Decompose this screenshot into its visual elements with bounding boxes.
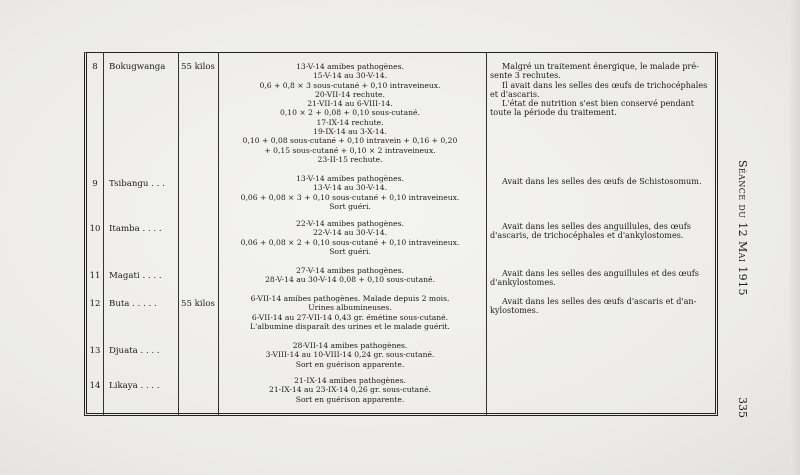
treatment-line: 21-VII-14 au 6-VIII-14. bbox=[307, 99, 393, 109]
remarks-line: Avait dans les selles des œufs de Schistosomum. bbox=[502, 176, 702, 186]
patient-name: Itamba . . . . bbox=[109, 224, 162, 234]
running-head: Séance du 12 Mai 1915 bbox=[736, 160, 749, 296]
patient-name: Buta . . . . . bbox=[109, 299, 157, 309]
treatment-line: 19-IX-14 au 3-X-14. bbox=[313, 127, 387, 137]
row-number: 12 bbox=[89, 299, 101, 309]
treatment-line: 0,10 × 2 + 0,08 + 0,10 sous-cutané. bbox=[280, 108, 420, 118]
page-number: 335 bbox=[736, 397, 749, 418]
patient-name: Tsibangu . . . bbox=[109, 179, 165, 189]
treatment-line: 17-IX-14 rechute. bbox=[316, 117, 384, 127]
remarks-line: Avait dans les selles des anguillules, des œufs bbox=[502, 221, 691, 231]
patient-weight: 55 kilos bbox=[181, 62, 215, 72]
treatment-line: 13-V-14 amibes pathogènes. bbox=[296, 62, 404, 71]
row-number: 14 bbox=[89, 381, 101, 391]
remarks-line: d'ascaris, de trichocéphales et d'ankylostomes. bbox=[490, 230, 684, 241]
row-number: 10 bbox=[89, 224, 101, 234]
patient-name: Bokugwanga bbox=[109, 62, 166, 72]
remarks-line: sente 3 rechutes. bbox=[490, 70, 561, 81]
patient-weight: 55 kilos bbox=[181, 299, 215, 309]
page-edge bbox=[790, 0, 800, 475]
treatment-line: 22-V-14 amibes pathogènes. bbox=[296, 219, 404, 228]
treatment-line: 13-V-14 amibes pathogènes. bbox=[296, 174, 404, 183]
remarks-line: Avait dans les selles des œufs d'ascaris et d'an- bbox=[502, 296, 697, 306]
column-rule-name bbox=[178, 52, 179, 416]
remarks-line: Il avait dans les selles des œufs de trichocéphales bbox=[502, 79, 708, 90]
treatment-line: Sort guéri. bbox=[329, 201, 371, 211]
remarks-line: d'ankylostomes. bbox=[490, 277, 556, 288]
treatment-line: 28-V-14 au 30-V-14 0,08 + 0,10 sous-cutané. bbox=[265, 275, 435, 285]
column-rule-treatment bbox=[486, 52, 487, 416]
remarks-cell bbox=[490, 297, 714, 316]
treatment-line: Sort guéri. bbox=[329, 246, 371, 256]
column-rule-number bbox=[103, 52, 104, 416]
treatment-line: 13-V-14 au 30-V-14. bbox=[312, 183, 388, 193]
treatment-line: 0,10 + 0,08 sous-cutané + 0,10 intravein + 0,16 + 0,20 bbox=[242, 136, 458, 146]
treatment-line: 21-IX-14 au 23-IX-14 0,26 gr. sous-cutané. bbox=[269, 385, 431, 395]
treatment-cell bbox=[220, 294, 480, 331]
treatment-line: 27-V-14 amibes pathogènes. bbox=[296, 266, 404, 275]
remarks-line: Avait dans les selles des anguillules et des œufs bbox=[502, 268, 699, 278]
remarks-line: L'état de nutrition s'est bien conservé pendant bbox=[502, 98, 694, 109]
treatment-cell bbox=[220, 376, 480, 404]
patient-name: Djuata . . . . bbox=[109, 346, 160, 356]
remarks-cell bbox=[490, 269, 714, 288]
treatment-line: 6-VII-14 au 27-VII-14 0,43 gr. émétine sous-cutané. bbox=[251, 312, 449, 322]
treatment-line: 21-IX-14 amibes pathogènes. bbox=[294, 376, 406, 385]
treatment-line: 28-VII-14 amibes pathogènes. bbox=[292, 341, 408, 350]
treatment-line: Sort en guérison apparente. bbox=[295, 359, 405, 369]
treatment-cell bbox=[220, 174, 480, 211]
treatment-line: 23-II-15 rechute. bbox=[317, 154, 383, 164]
treatment-cell bbox=[220, 341, 480, 369]
row-number: 13 bbox=[89, 346, 101, 356]
treatment-line: 20-VII-14 rechute. bbox=[315, 89, 385, 99]
treatment-cell bbox=[220, 62, 480, 164]
patient-name: Likaya . . . . bbox=[109, 381, 160, 391]
remarks-line: kylostomes. bbox=[490, 305, 539, 316]
treatment-line: 15-V-14 au 30-V-14. bbox=[312, 71, 388, 81]
treatment-line: 0,06 + 0,08 × 3 + 0,10 sous-cutané + 0,10 intraveineux. bbox=[240, 192, 460, 202]
treatment-line: 0,06 + 0,08 × 2 + 0,10 sous-cutané + 0,10 intraveineux. bbox=[240, 237, 460, 247]
remarks-line: Malgré un traitement énergique, le malade pré- bbox=[502, 61, 699, 71]
treatment-line: Urines albumineuses. bbox=[308, 303, 392, 313]
remarks-cell bbox=[490, 222, 714, 241]
treatment-line: L'albumine disparaît des urines et le malade guérit. bbox=[250, 321, 450, 331]
treatment-line: + 0,15 sous-cutané + 0,10 × 2 intraveineux. bbox=[264, 145, 436, 155]
column-rule-weight bbox=[218, 52, 219, 416]
treatment-line: 3-VIII-14 au 10-VIII-14 0,24 gr. sous-cutané. bbox=[265, 350, 435, 360]
treatment-line: 22-V-14 au 30-V-14. bbox=[312, 228, 388, 238]
treatment-cell bbox=[220, 266, 480, 285]
patient-name: Magati . . . . bbox=[109, 271, 162, 281]
treatment-line: 0,6 + 0,8 × 3 sous-cutané + 0,10 intraveineux. bbox=[259, 80, 441, 90]
row-number: 8 bbox=[92, 62, 98, 72]
remarks-line: et d'ascaris. bbox=[490, 88, 540, 99]
remarks-line: toute la période du traitement. bbox=[490, 107, 617, 118]
remarks-cell bbox=[490, 177, 714, 186]
row-number: 9 bbox=[92, 179, 98, 189]
treatment-line: 6-VII-14 amibes pathogènes. Malade depuis 2 mois. bbox=[250, 294, 450, 303]
row-number: 11 bbox=[89, 271, 101, 281]
treatment-line: Sort en guérison apparente. bbox=[295, 394, 405, 404]
remarks-cell bbox=[490, 62, 714, 118]
treatment-cell bbox=[220, 219, 480, 256]
